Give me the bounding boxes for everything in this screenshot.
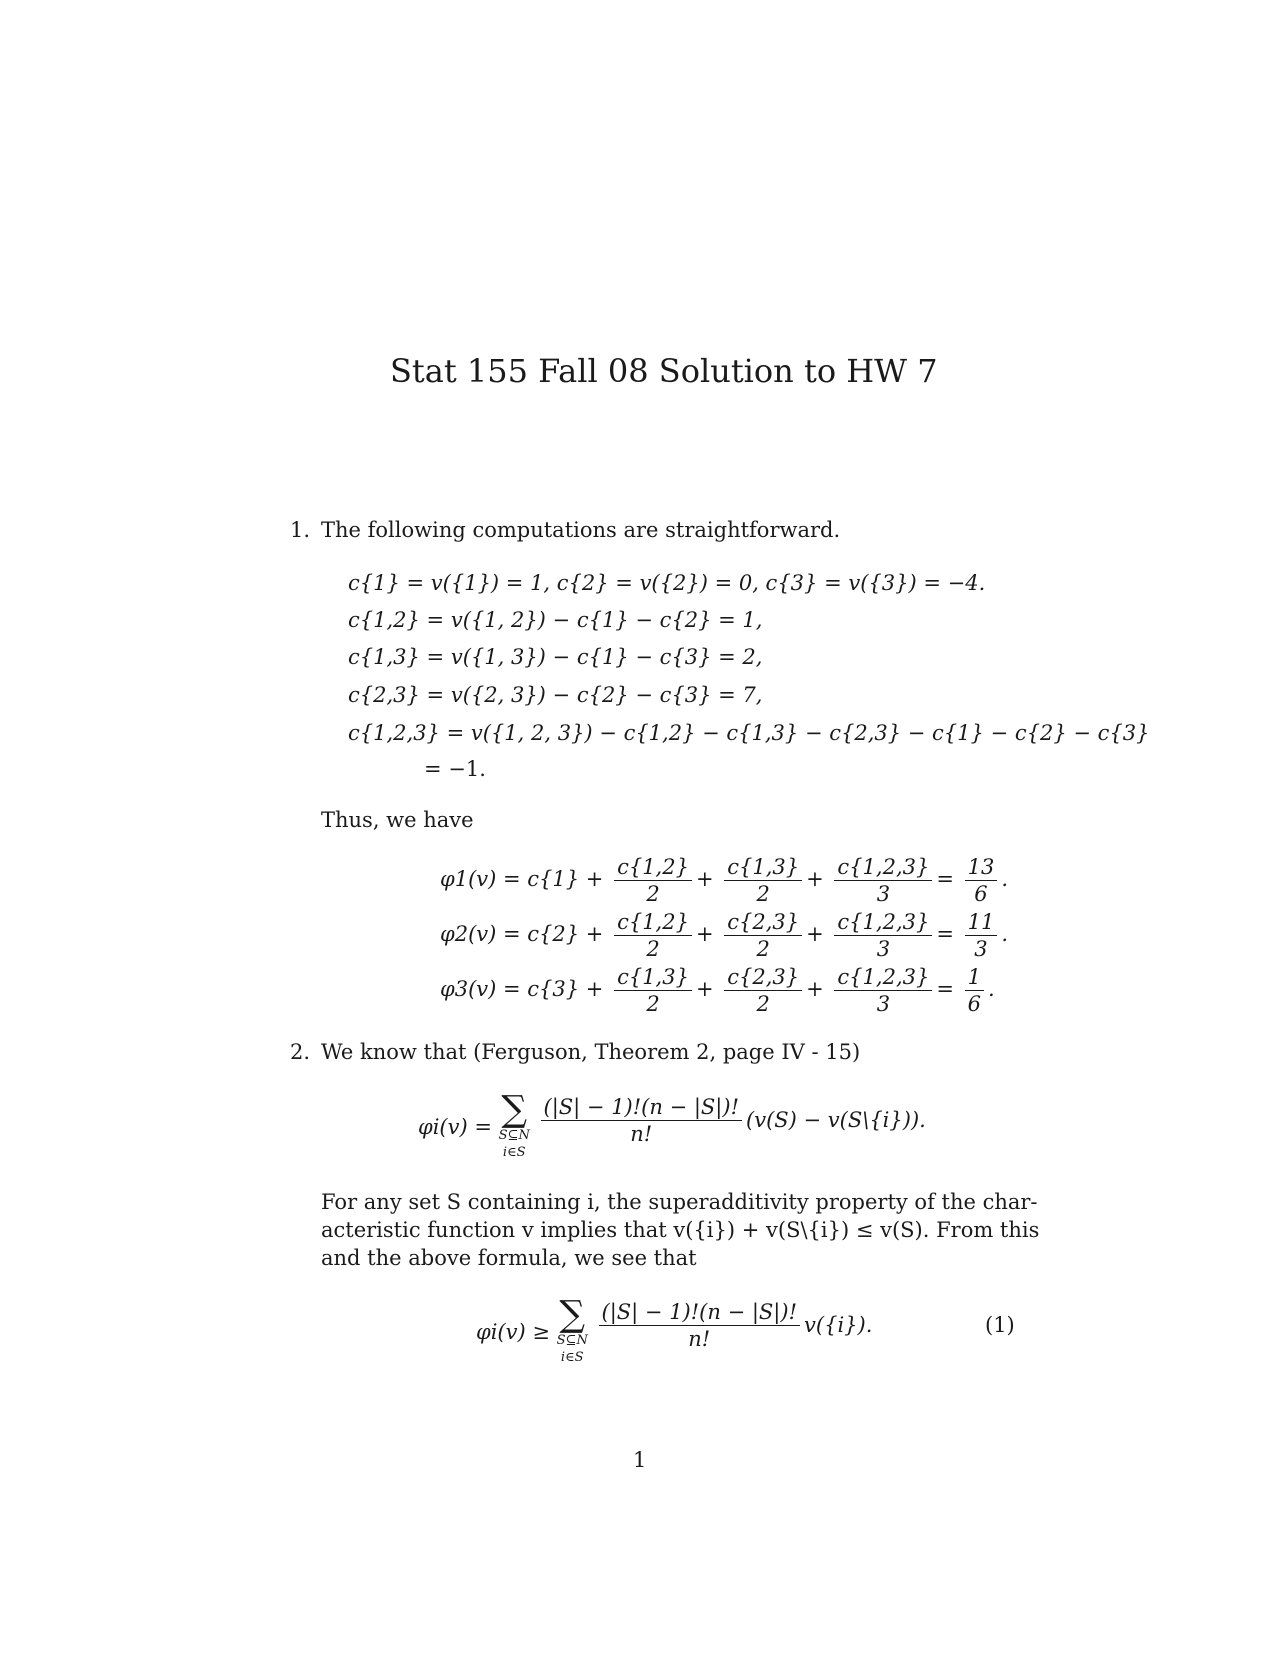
- phi-lhs: φ1(v) = c{1} +: [440, 867, 604, 891]
- thus-text: Thus, we have: [321, 808, 474, 832]
- para-line-1: For any set S containing i, the superadditivity property of the char-: [321, 1190, 1038, 1214]
- para-line-3: and the above formula, we see that: [321, 1246, 697, 1270]
- equation-tag: (1): [985, 1313, 1015, 1337]
- eq-line-4: c{2,3} = v({2, 3}) − c{2} − c{3} = 7,: [348, 683, 763, 707]
- problem2-number: 2.: [290, 1040, 311, 1064]
- inequality-formula: φi(v) ≥ ∑ S⊆N i∈S $\frac{(|S| - 1)!(n - |S|)!}{n!}$ v({i}).: [476, 1294, 873, 1365]
- eq-line-2: c{1,2} = v({1, 2}) − c{1} − c{2} = 1,: [348, 608, 763, 632]
- problem1-intro: The following computations are straightforward.: [321, 518, 841, 542]
- shapley-formula: φi(v) = ∑ S⊆N i∈S $\frac{(|S| - 1)!(n - |S|)!}{n!}$ (v(S) − v(S\{i})).: [418, 1089, 926, 1160]
- eq-line-1: c{1} = v({1}) = 1, c{2} = v({2}) = 0, c{3} = v({3}) = −4.: [348, 571, 986, 595]
- phi-row-1: φ1(v) = c{1} + $\frac{c\{1,2\}}{2}$ + $\frac{c\{1,3\}}{2}$ + $\frac{c\{1,2,3\}}{3}$ = $\frac{13}{6}$ .: [440, 855, 1009, 906]
- phi-row-2: φ2(v) = c{2} + $\frac{c\{1,2\}}{2}$ + $\frac{c\{2,3\}}{2}$ + $\frac{c\{1,2,3\}}{3}$ = $\frac{11}{3}$ .: [440, 910, 1009, 961]
- problem2-intro: We know that (Ferguson, Theorem 2, page IV - 15): [321, 1040, 861, 1064]
- eq-line-5: c{1,2,3} = v({1, 2, 3}) − c{1,2} − c{1,3} − c{2,3} − c{1} − c{2} − c{3}: [348, 721, 1150, 745]
- phi-lhs: φ3(v) = c{3} +: [440, 977, 604, 1001]
- phi-row-3: φ3(v) = c{3} + $\frac{c\{1,3\}}{2}$ + $\frac{c\{2,3\}}{2}$ + $\frac{c\{1,2,3\}}{3}$ = $\frac{1}{6}$ .: [440, 965, 995, 1016]
- eq-line-3: c{1,3} = v({1, 3}) − c{1} − c{3} = 2,: [348, 645, 763, 669]
- para-line-2: acteristic function v implies that v({i}) + v(S\{i}) ≤ v(S). From this: [321, 1218, 1040, 1242]
- page-number: 1: [633, 1448, 647, 1472]
- page-title: Stat 155 Fall 08 Solution to HW 7: [390, 352, 938, 390]
- eq-line-6: = −1.: [424, 757, 486, 781]
- problem1-number: 1.: [290, 518, 311, 542]
- phi-lhs: φ2(v) = c{2} +: [440, 922, 604, 946]
